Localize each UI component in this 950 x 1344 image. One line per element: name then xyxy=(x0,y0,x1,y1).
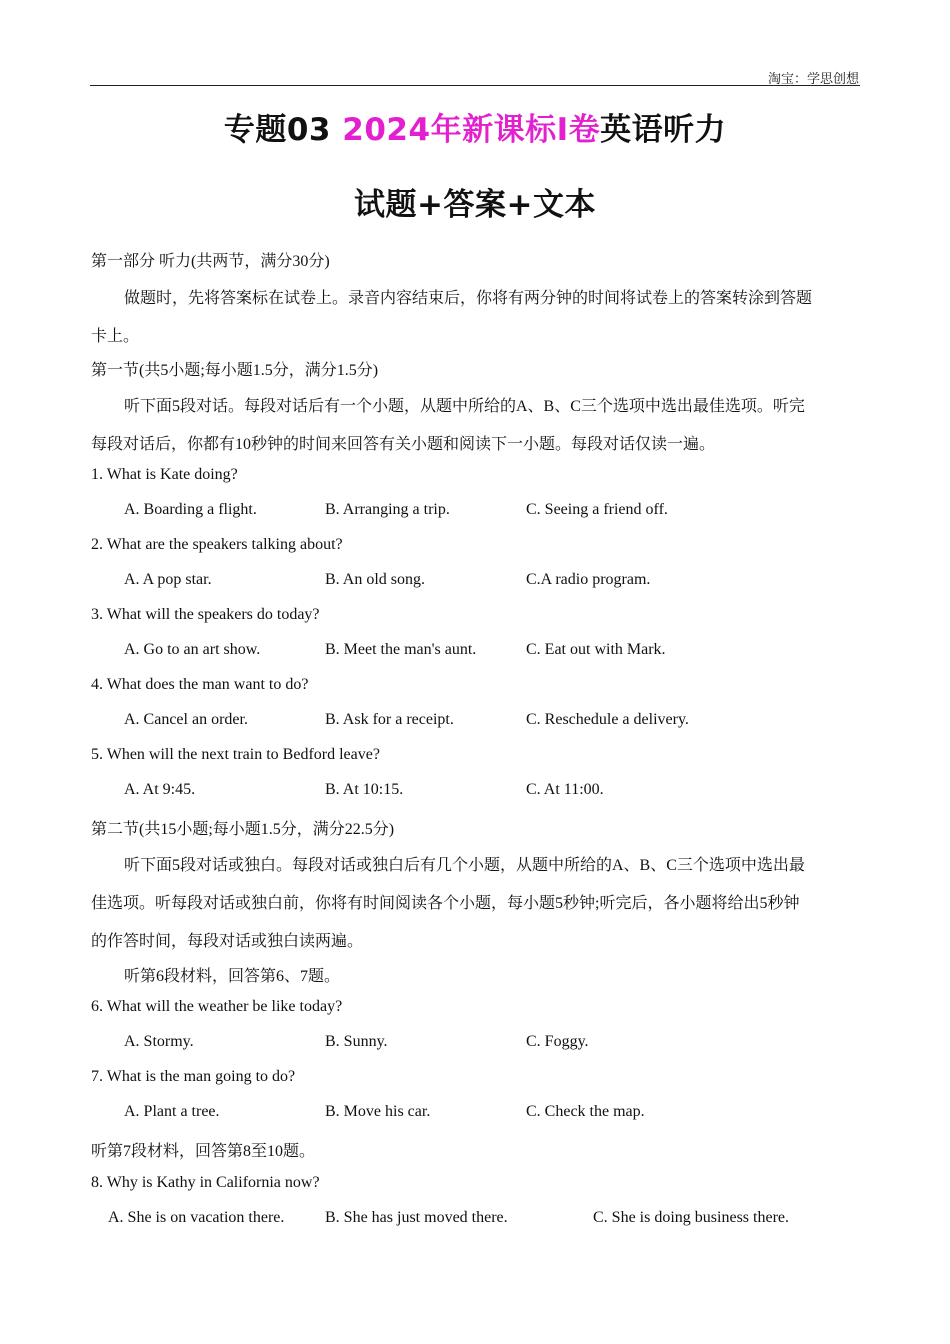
title-suffix: 英语听力 xyxy=(600,112,727,148)
question-5-option-a: A. At 9:45. xyxy=(124,781,196,798)
question-6-option-a: A. Stormy. xyxy=(124,1033,194,1050)
question-3-option-a: A. Go to an art show. xyxy=(124,641,261,658)
question-2: 2. What are the speakers talking about? xyxy=(91,536,343,553)
section1-heading: 第一节(共5小题;每小题1.5分，满分1.5分) xyxy=(91,362,379,379)
part1-intro-line2: 卡上。 xyxy=(91,328,140,345)
question-4-option-c: C. Reschedule a delivery. xyxy=(526,711,689,728)
question-1-option-b: B. Arranging a trip. xyxy=(325,501,450,518)
question-2-option-b: B. An old song. xyxy=(325,571,426,588)
part1-heading: 第一部分 听力(共两节，满分30分) xyxy=(91,253,330,270)
section2-intro-line2: 佳选项。听每段对话或独白前，你将有时间阅读各个小题，每小题5秒钟;听完后，各小题将给出5秒钟 xyxy=(91,895,800,912)
question-3: 3. What will the speakers do today? xyxy=(91,606,320,623)
question-1-option-a: A. Boarding a flight. xyxy=(124,501,257,518)
question-5-option-b: B. At 10:15. xyxy=(325,781,404,798)
question-3-option-b: B. Meet the man's aunt. xyxy=(325,641,477,658)
page-title xyxy=(0,104,950,149)
section1-intro-line1: 听下面5段对话。每段对话后有一个小题，从题中所给的A、B、C三个选项中选出最佳选项。听完 xyxy=(124,398,805,415)
question-4-option-a: A. Cancel an order. xyxy=(124,711,248,728)
header-divider xyxy=(90,85,860,86)
question-8-option-a: A. She is on vacation there. xyxy=(108,1209,285,1226)
question-8: 8. Why is Kathy in California now? xyxy=(91,1174,320,1191)
question-4: 4. What does the man want to do? xyxy=(91,676,309,693)
section2-intro-line3: 的作答时间，每段对话或独白读两遍。 xyxy=(91,933,364,950)
page-subtitle: 试题+答案+文本 xyxy=(354,187,596,223)
question-7-option-c: C. Check the map. xyxy=(526,1103,645,1120)
question-1-option-c: C. Seeing a friend off. xyxy=(526,501,668,518)
question-8-option-c: C. She is doing business there. xyxy=(593,1209,789,1226)
question-6-option-b: B. Sunny. xyxy=(325,1033,388,1050)
question-7-option-a: A. Plant a tree. xyxy=(124,1103,220,1120)
question-7: 7. What is the man going to do? xyxy=(91,1068,296,1085)
header-note: 淘宝：学思创想 xyxy=(767,71,859,86)
section1-intro-line2: 每段对话后，你都有10秒钟的时间来回答有关小题和阅读下一小题。每段对话仅读一遍。 xyxy=(91,436,716,453)
question-5-option-c: C. At 11:00. xyxy=(526,781,604,798)
question-5: 5. When will the next train to Bedford leave? xyxy=(91,746,380,763)
material-6-note: 听第6段材料，回答第6、7题。 xyxy=(124,968,341,985)
question-2-option-a: A. A pop star. xyxy=(124,571,212,588)
material-7-note: 听第7段材料，回答第8至10题。 xyxy=(91,1143,316,1160)
question-6: 6. What will the weather be like today? xyxy=(91,998,343,1015)
section2-intro-line1: 听下面5段对话或独白。每段对话或独白后有几个小题，从题中所给的A、B、C三个选项中选出最 xyxy=(124,857,805,874)
title-highlight: 2024年新课标I卷 xyxy=(342,112,601,148)
question-8-option-b: B. She has just moved there. xyxy=(325,1209,508,1226)
title-prefix: 专题03 xyxy=(223,112,343,148)
question-3-option-c: C. Eat out with Mark. xyxy=(526,641,666,658)
section2-heading: 第二节(共15小题;每小题1.5分，满分22.5分) xyxy=(91,821,395,838)
question-7-option-b: B. Move his car. xyxy=(325,1103,431,1120)
question-6-option-c: C. Foggy. xyxy=(526,1033,589,1050)
question-2-option-c: C.A radio program. xyxy=(526,571,651,588)
question-4-option-b: B. Ask for a receipt. xyxy=(325,711,454,728)
question-1: 1. What is Kate doing? xyxy=(91,466,238,483)
part1-intro-line1: 做题时，先将答案标在试卷上。录音内容结束后，你将有两分钟的时间将试卷上的答案转涂到答题 xyxy=(124,290,813,307)
